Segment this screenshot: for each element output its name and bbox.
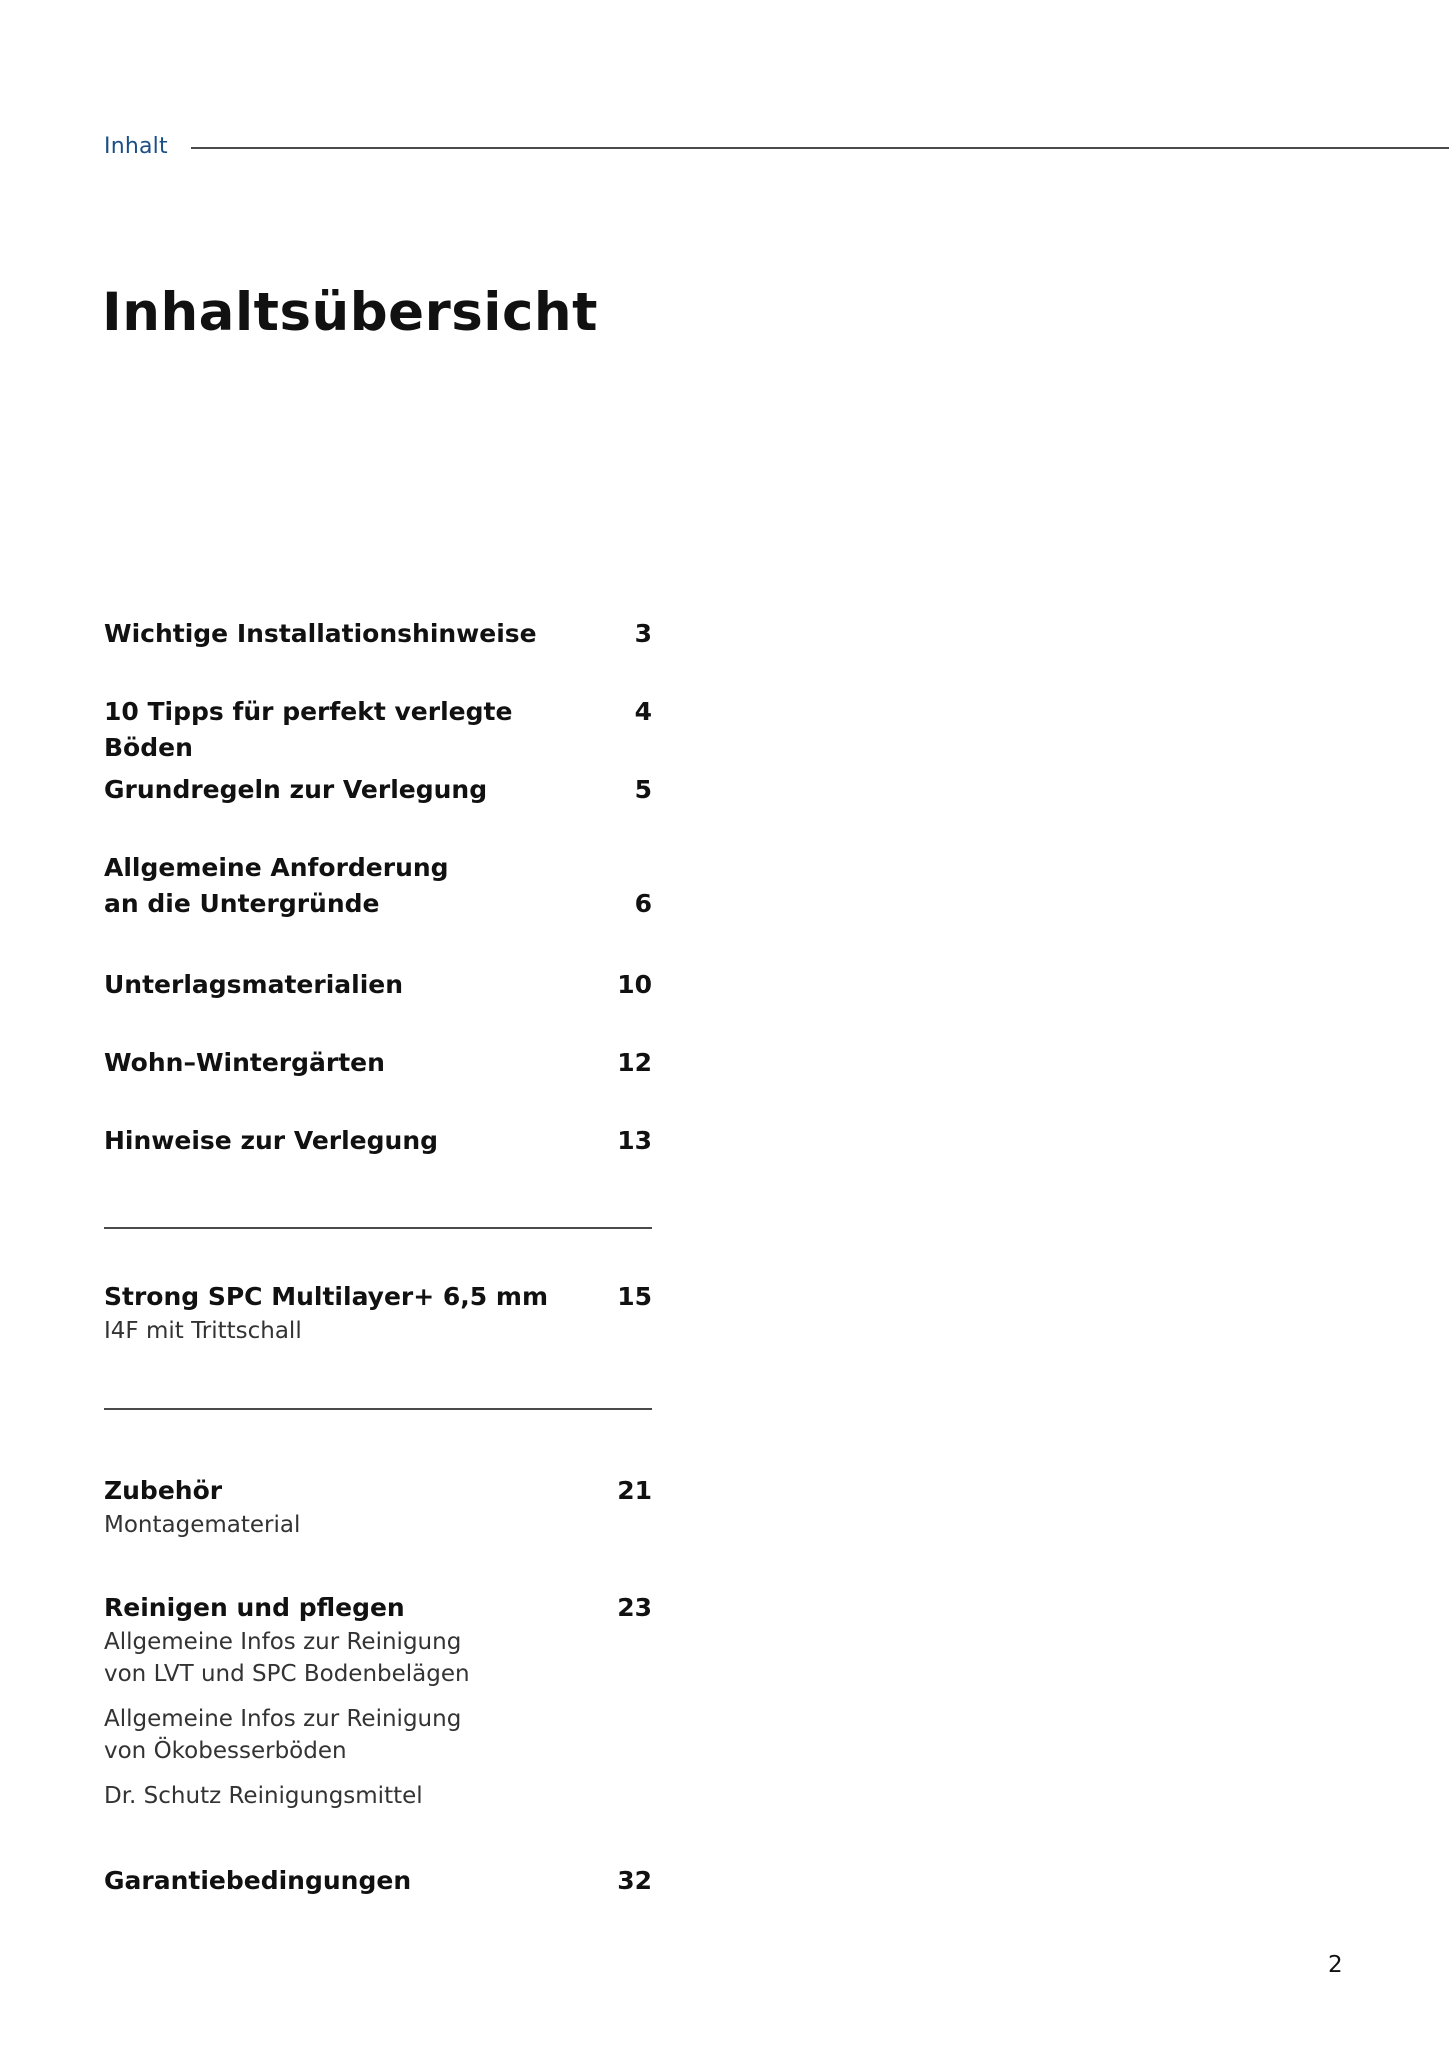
toc-entry-page: 13 [617,1126,652,1155]
toc-entry-cleaning[interactable] [104,1590,652,1812]
toc-entry-page: 3 [634,619,652,648]
toc-entry-title: Wichtige Installationshinweise [104,619,537,648]
toc-entry-page: 10 [617,970,652,999]
toc-entry-installation-notes[interactable] [104,616,652,652]
toc-entry-strong-spc[interactable] [104,1279,652,1347]
toc-entry-title: Strong SPC Multilayer+ 6,5 mm [104,1282,548,1311]
toc-entry-subtitle: I4F mit Trittschall [104,1318,302,1344]
toc-entry-title: Reinigen und pflegen [104,1593,405,1622]
toc-entry-subtitle: Dr. Schutz Reinigungsmittel [104,1783,423,1809]
toc-entry-title: 10 Tipps für perfekt verlegte Böden [104,697,513,762]
section-divider [104,1408,652,1410]
toc-entry-page: 32 [617,1866,652,1895]
toc-entry-tips[interactable] [104,694,652,766]
header-rule [191,147,1449,149]
toc-entry-title-line1: Allgemeine Anforderung [104,853,449,882]
toc-entry-title: Grundregeln zur Verlegung [104,775,488,804]
toc-entry-basic-rules[interactable] [104,772,652,808]
toc-entry-subtitle: Allgemeine Infos zur Reinigung [104,1629,462,1655]
toc-entry-page: 12 [617,1048,652,1077]
page-number: 2 [1328,1952,1343,1978]
toc-entry-page: 6 [634,889,652,918]
toc-entry-page: 21 [617,1476,652,1505]
toc-entry-page: 5 [634,775,652,804]
toc-entry-page: 4 [634,697,652,726]
toc-entry-warranty[interactable] [104,1863,652,1899]
page-title: Inhaltsübersicht [102,282,598,343]
toc-entry-conservatories[interactable] [104,1045,652,1081]
toc-entry-subtitle: von Ökobesserböden [104,1738,347,1764]
toc-entry-subtitle: Allgemeine Infos zur Reinigung [104,1706,462,1732]
toc-entry-accessories[interactable] [104,1473,652,1541]
toc-entry-title: Garantiebedingungen [104,1866,412,1895]
toc-entry-page: 23 [617,1593,652,1622]
toc-entry-subtitle: von LVT und SPC Bodenbelägen [104,1661,470,1687]
toc-entry-page: 15 [617,1282,652,1311]
toc-entry-title-line2: an die Untergründe [104,889,380,918]
toc-entry-title: Zubehör [104,1476,223,1505]
toc-entry-laying-notes[interactable] [104,1123,652,1159]
toc-entry-subtitle: Montagematerial [104,1512,301,1538]
toc-entry-title: Hinweise zur Verlegung [104,1126,439,1155]
section-label: Inhalt [104,134,168,159]
toc-entry-title: Wohn–Wintergärten [104,1048,385,1077]
toc-entry-underlay-materials[interactable] [104,967,652,1003]
section-divider [104,1227,652,1229]
toc-entry-title: Unterlagsmaterialien [104,970,404,999]
toc-entry-substrate-requirements[interactable] [104,850,652,922]
